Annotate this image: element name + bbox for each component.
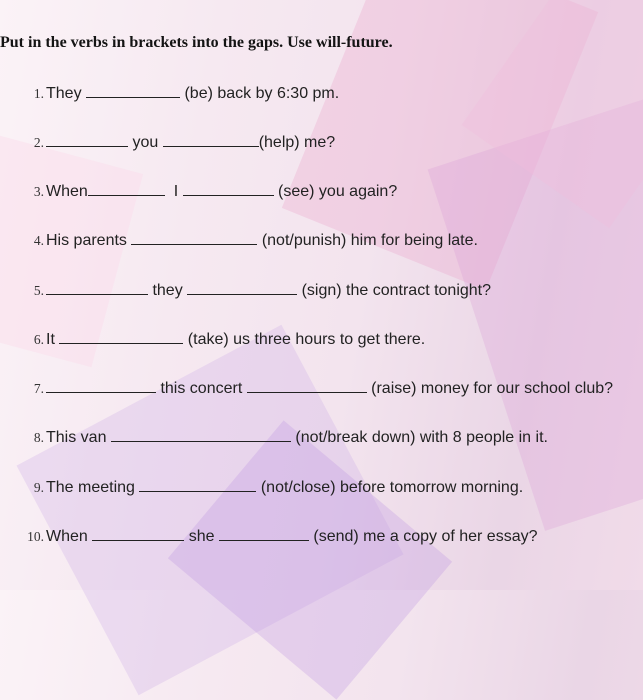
answer-blank[interactable] [131, 230, 257, 245]
answer-blank[interactable] [92, 526, 184, 541]
item-text: (be) back by 6:30 pm. [180, 85, 340, 102]
item-number: 8. [33, 430, 44, 445]
item-text: I [164, 183, 183, 200]
answer-blank[interactable] [46, 132, 128, 147]
item-text: (help) me? [258, 134, 336, 151]
item-number: 10. [27, 529, 44, 544]
item-text: (not/close) before tomorrow morning. [256, 479, 524, 496]
item-text: This van [46, 429, 111, 446]
item-number: 4. [33, 233, 44, 248]
answer-blank[interactable] [183, 181, 274, 196]
item-text: (see) you again? [273, 183, 398, 200]
item-text: (not/punish) him for being late. [257, 232, 478, 249]
item-number: 6. [33, 332, 44, 347]
item-text: (not/break down) with 8 people in it. [290, 429, 548, 446]
item-text: this concert [156, 380, 247, 397]
background-shape [462, 0, 643, 228]
answer-blank[interactable] [163, 132, 259, 147]
item-number: 1. [33, 86, 44, 101]
item-text: (send) me a copy of her essay? [308, 528, 538, 545]
answer-blank[interactable] [187, 280, 297, 295]
answer-blank[interactable] [139, 477, 256, 492]
background-shape [428, 89, 643, 531]
item-text: When [46, 528, 93, 545]
answer-blank[interactable] [247, 378, 367, 393]
item-text: (take) us three hours to get there. [183, 331, 426, 348]
item-text: The meeting [46, 479, 140, 496]
answer-blank[interactable] [59, 329, 183, 344]
item-number: 7. [33, 381, 44, 396]
item-text: They [46, 85, 87, 102]
answer-blank[interactable] [88, 181, 165, 196]
answer-blank[interactable] [46, 280, 148, 295]
item-text: you [128, 134, 163, 151]
item-text: His parents [46, 232, 132, 249]
item-number: 3. [33, 184, 44, 199]
item-text: When [46, 183, 88, 200]
item-number: 9. [33, 480, 44, 495]
item-text: (sign) the contract tonight? [297, 282, 492, 299]
item-text: (raise) money for our school club? [366, 380, 614, 397]
item-number: 5. [33, 283, 44, 298]
exercise-title: Put in the verbs in brackets into the gaps. Use will-future. [0, 34, 393, 51]
item-text: It [46, 331, 60, 348]
answer-blank[interactable] [219, 526, 309, 541]
answer-blank[interactable] [111, 427, 291, 442]
item-number: 2. [33, 135, 44, 150]
answer-blank[interactable] [46, 378, 156, 393]
background-shape [168, 420, 452, 699]
item-text: they [148, 282, 188, 299]
answer-blank[interactable] [86, 83, 180, 98]
item-text: she [184, 528, 219, 545]
